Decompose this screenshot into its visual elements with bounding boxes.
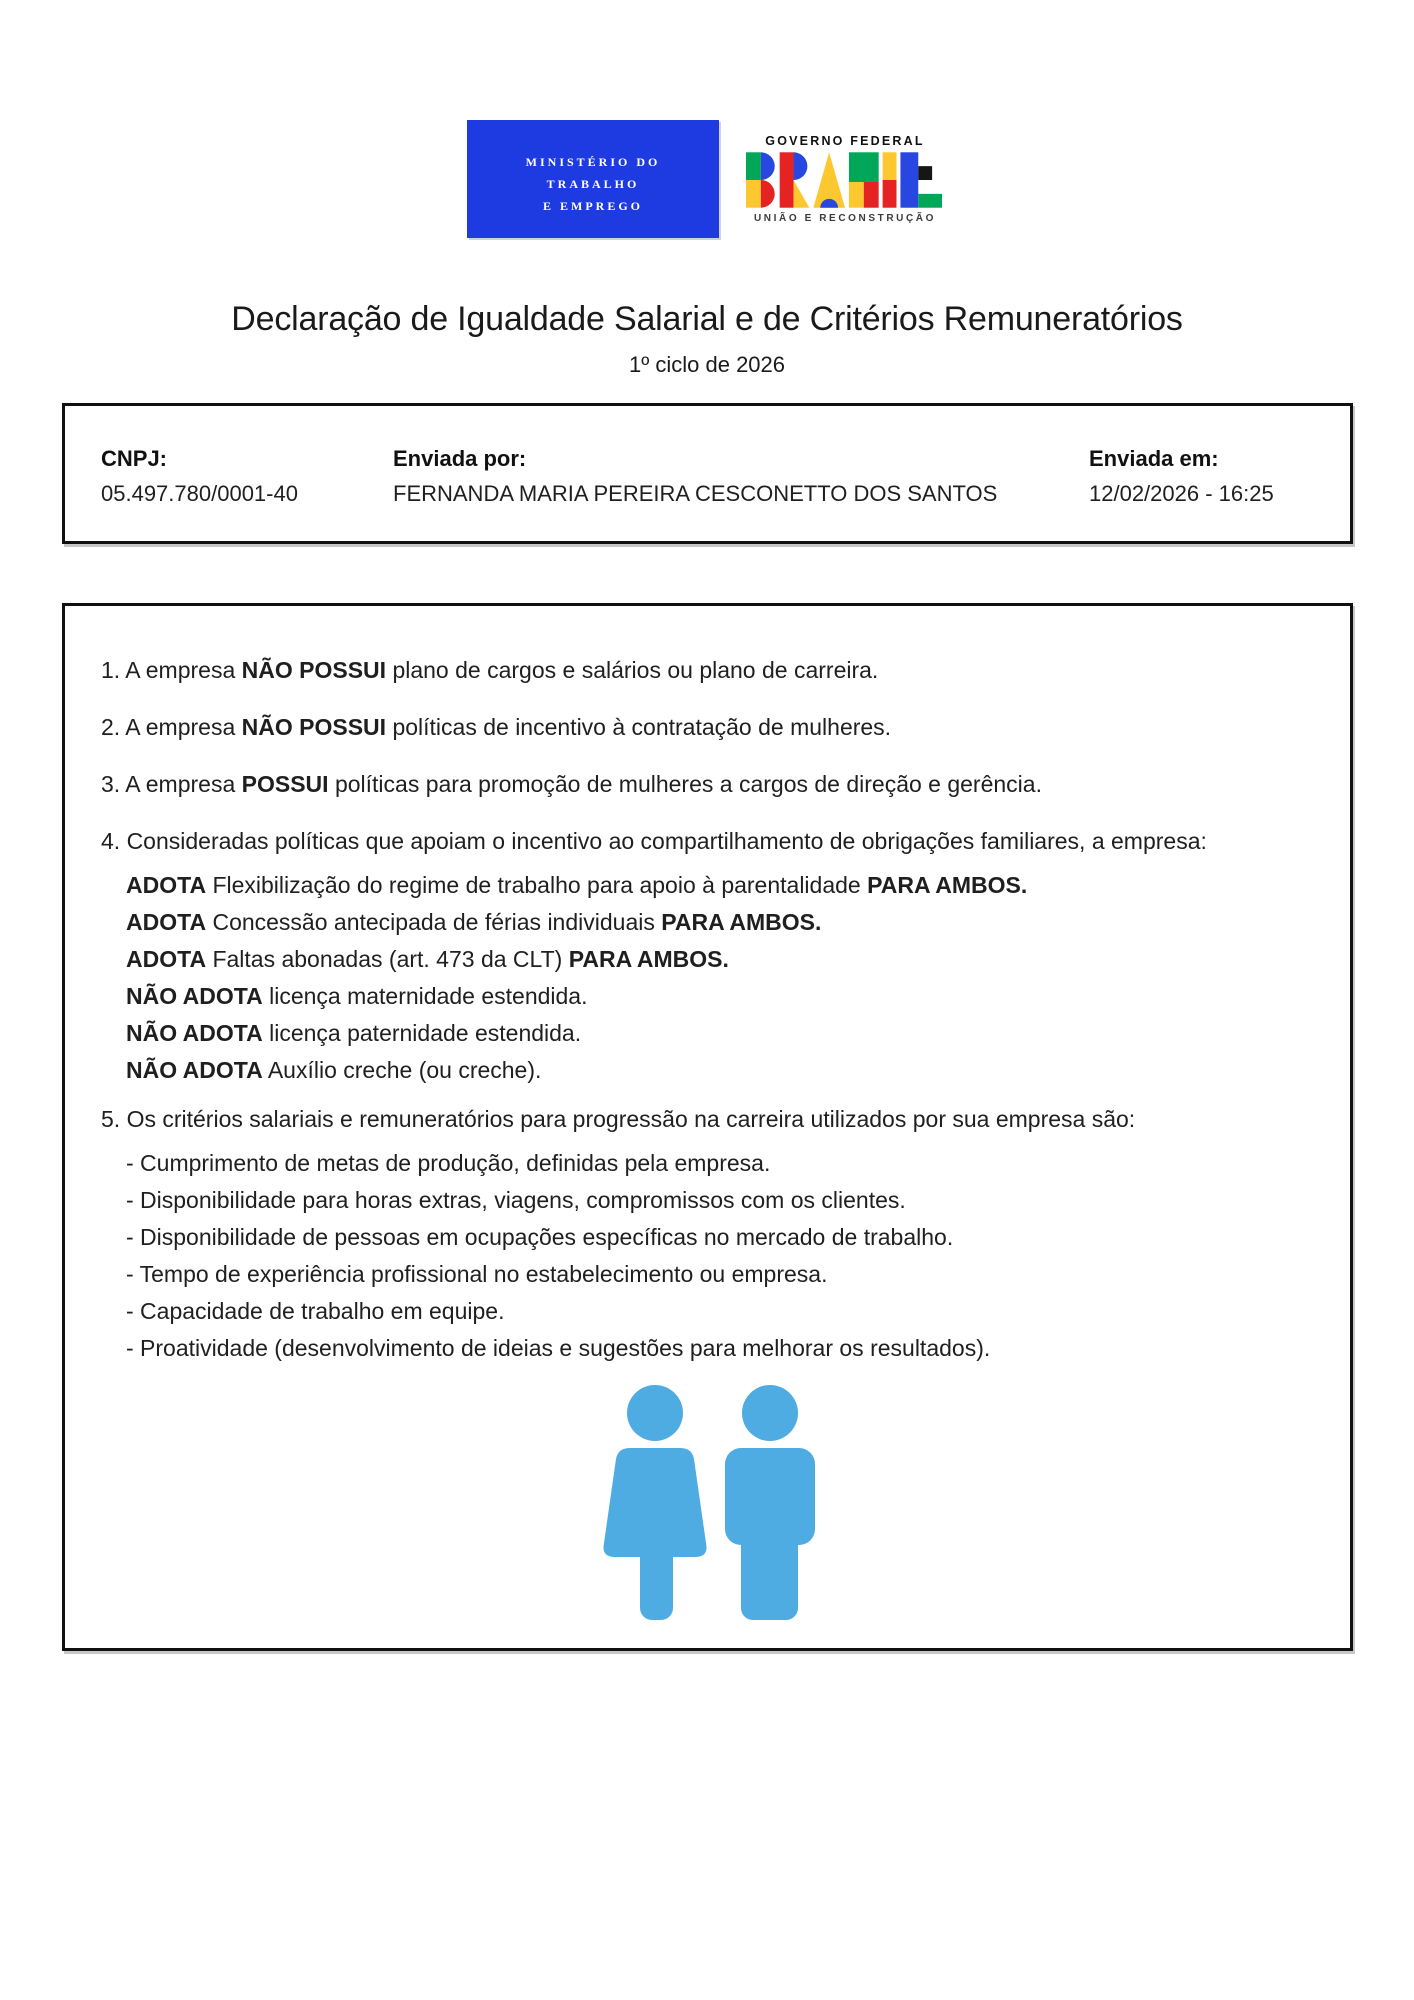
submission-info-box <box>62 403 1353 544</box>
criteria-list <box>126 1145 1324 1367</box>
declaration-box <box>62 603 1353 1651</box>
criteria-item-4: - Tempo de experiência profissional no estabelecimento ou empresa. <box>126 1261 828 1287</box>
question-item-5: 5. Os critérios salariais e remuneratórios para progressão na carreira utilizados por sua empresa são: <box>101 1106 1136 1132</box>
question-item-2: 2. A empresa NÃO POSSUI políticas de incentivo à contratação de mulheres. <box>101 714 892 740</box>
criteria-item-5: - Capacidade de trabalho em equipe. <box>126 1298 505 1324</box>
policy-item-4: NÃO ADOTA licença maternidade estendida. <box>126 983 588 1009</box>
sent-at-value: 12/02/2026 - 16:25 <box>1089 481 1274 506</box>
ministry-logo-line2: TRABALHO <box>546 177 640 191</box>
sender-label: Enviada por: <box>393 446 527 471</box>
question-item-3: 3. A empresa POSSUI políticas para promoção de mulheres a cargos de direção e gerência. <box>101 771 1042 797</box>
question-item-1: 1. A empresa NÃO POSSUI plano de cargos e salários ou plano de carreira. <box>101 657 879 683</box>
criteria-item-3: - Disponibilidade de pessoas em ocupações específicas no mercado de trabalho. <box>126 1224 954 1250</box>
male-figure-icon <box>725 1385 815 1620</box>
family-policies-list <box>126 867 1324 1089</box>
criteria-item-2: - Disponibilidade para horas extras, viagens, compromissos com os clientes. <box>126 1187 906 1213</box>
ministry-logo-line3: E EMPREGO <box>542 199 643 213</box>
question-item-4: 4. Consideradas políticas que apoiam o incentivo ao compartilhamento de obrigações familiares, a empresa: <box>101 828 1207 854</box>
cnpj-value: 05.497.780/0001-40 <box>101 481 298 506</box>
header <box>0 120 1414 238</box>
uniao-reconstrucao-label: UNIÃO E RECONSTRUÇÃO <box>753 213 936 224</box>
policy-item-2: ADOTA Concessão antecipada de férias individuais PARA AMBOS. <box>126 909 822 935</box>
policy-item-5: NÃO ADOTA licença paternidade estendida. <box>126 1020 582 1046</box>
page-title: Declaração de Igualdade Salarial e de Critérios Remuneratórios <box>231 300 1183 338</box>
criteria-item-1: - Cumprimento de metas de produção, definidas pela empresa. <box>126 1150 771 1176</box>
sent-at-field <box>1089 446 1274 507</box>
governo-federal-label: GOVERNO FEDERAL <box>765 134 925 148</box>
policy-item-1: ADOTA Flexibilização do regime de trabalho para apoio à parentalidade PARA AMBOS. <box>126 872 1028 898</box>
ministry-logo-line1: MINISTÉRIO DO <box>525 155 661 169</box>
cnpj-field <box>101 446 298 507</box>
criteria-item-6: - Proatividade (desenvolvimento de ideias e sugestões para melhorar os resultados). <box>126 1335 991 1361</box>
sender-field <box>393 446 997 507</box>
sender-value: FERNANDA MARIA PEREIRA CESCONETTO DOS SANTOS <box>393 481 998 506</box>
sent-at-label: Enviada em: <box>1089 446 1219 471</box>
ministry-logo <box>467 120 719 238</box>
brasil-wordmark-icon <box>746 152 944 209</box>
gender-figures <box>101 1385 1324 1625</box>
declaration-content <box>101 656 1324 1625</box>
figures-svg <box>598 1385 828 1625</box>
policy-item-6: NÃO ADOTA Auxílio creche (ou creche). <box>126 1057 542 1083</box>
gov-federal-logo <box>743 134 947 224</box>
cnpj-label: CNPJ: <box>101 446 168 471</box>
policy-item-3: ADOTA Faltas abonadas (art. 473 da CLT) PARA AMBOS. <box>126 946 729 972</box>
page-subtitle: 1º ciclo de 2026 <box>628 352 786 377</box>
female-figure-icon <box>603 1385 706 1620</box>
